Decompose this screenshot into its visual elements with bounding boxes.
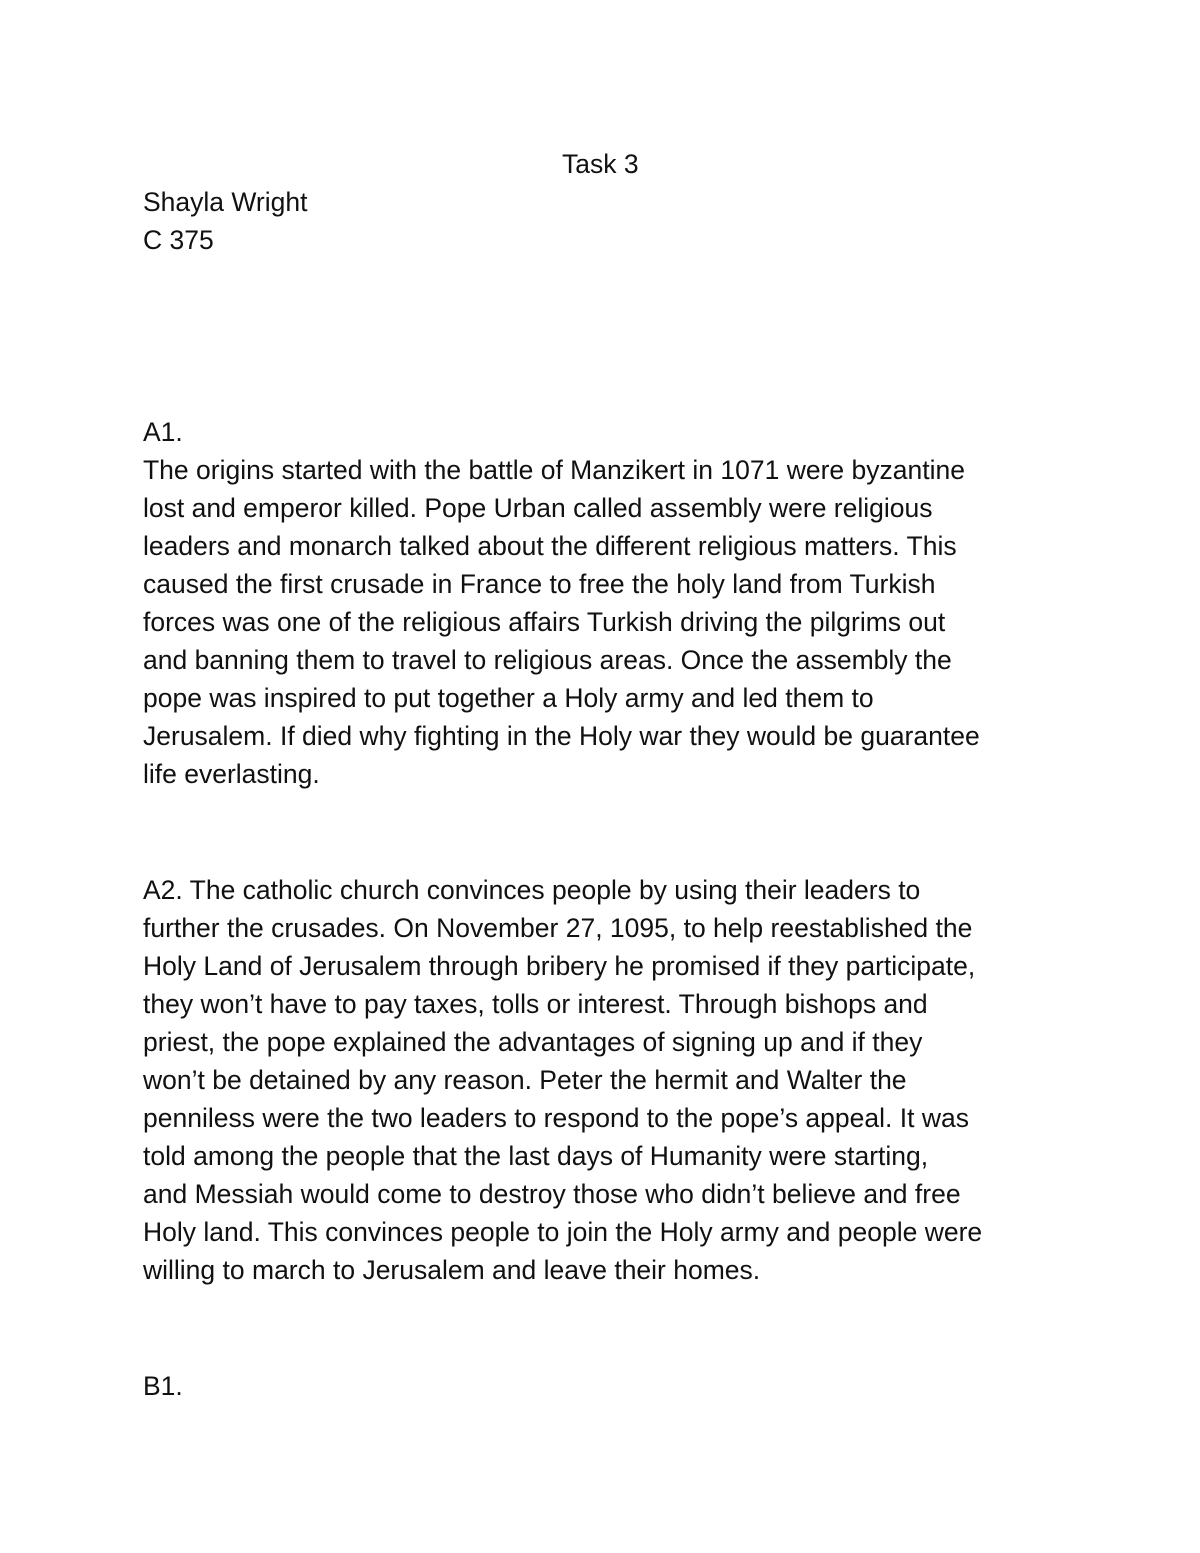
paragraph-line: pope was inspired to put together a Holy army and led them to [143,683,874,713]
paragraph-line: life everlasting. [143,759,320,789]
paragraph-line: forces was one of the religious affairs Turkish driving the pilgrims out [143,607,946,637]
paragraph-line: The origins started with the battle of Manzikert in 1071 were byzantine [143,455,965,485]
section-heading-b1: B1. [143,1371,183,1401]
paragraph-line-a2: A2. The catholic church convinces people by using their leaders to [143,875,921,905]
paragraph-line: Holy land. This convinces people to join the Holy army and people were [143,1217,983,1247]
paragraph-line: and Messiah would come to destroy those who didn’t believe and free [143,1179,961,1209]
paragraph-line: caused the first crusade in France to free the holy land from Turkish [143,569,936,599]
paragraph-line: they won’t have to pay taxes, tolls or interest. Through bishops and [143,989,928,1019]
author-name: Shayla Wright [143,187,308,217]
paragraph-line: penniless were the two leaders to respond to the pope’s appeal. It was [143,1103,969,1133]
paragraph-line: won’t be detained by any reason. Peter the hermit and Walter the [143,1065,907,1095]
paragraph-line: leaders and monarch talked about the different religious matters. This [143,531,957,561]
paragraph-line: further the crusades. On November 27, 1095, to help reestablished the [143,913,973,943]
paragraph-line: lost and emperor killed. Pope Urban called assembly were religious [143,493,933,523]
paragraph-line: Jerusalem. If died why fighting in the Holy war they would be guarantee [143,721,980,751]
paragraph-line: Holy Land of Jerusalem through bribery he promised if they participate, [143,951,976,981]
document-title: Task 3 [562,149,639,179]
paragraph-line: willing to march to Jerusalem and leave their homes. [143,1255,761,1285]
section-heading-a1: A1. [143,417,183,447]
paragraph-line: priest, the pope explained the advantages of signing up and if they [143,1027,923,1057]
course-code: C 375 [143,225,214,255]
paragraph-line: and banning them to travel to religious areas. Once the assembly the [143,645,952,675]
paragraph-line: told among the people that the last days of Humanity were starting, [143,1141,929,1171]
